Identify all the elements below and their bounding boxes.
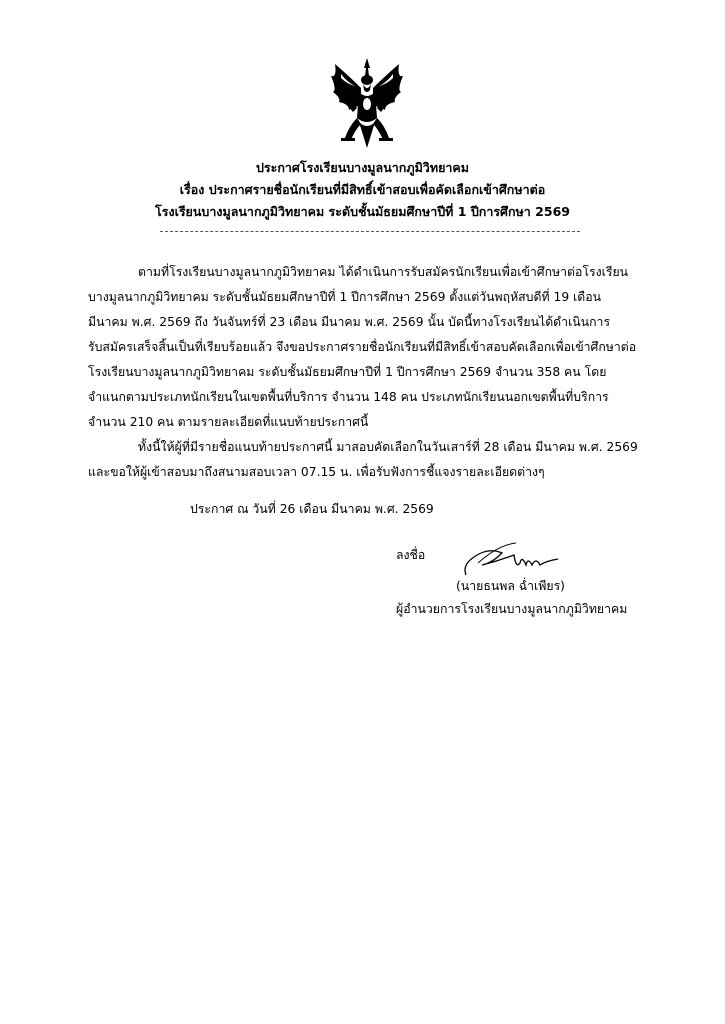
body-line: ตามที่โรงเรียนบางมูลนากภูมิวิทยาคม ได้ดำเนินการรับสมัครนักเรียนเพื่อเข้าศึกษาต่อโรงเรียน (138, 265, 629, 279)
signer-name: (นายธนพล ฉ่ำเพียร) (456, 579, 565, 593)
sign-label: ลงชื่อ (396, 548, 426, 562)
announcement-date: ประกาศ ณ วันที่ 26 เดือน มีนาคม พ.ศ. 2569 (190, 502, 434, 516)
body-line: จำนวน 210 คน ตามรายละเอียดที่แนบท้ายประกาศนี้ (88, 415, 369, 429)
body-line: มีนาคม พ.ศ. 2569 ถึง วันจันทร์ที่ 23 เดือน มีนาคม พ.ศ. 2569 นั้น บัดนี้ทางโรงเรียนได้ดำเนินการ (88, 315, 611, 329)
dashed-divider (160, 231, 580, 232)
body-line: ทั้งนี้ให้ผู้ที่มีรายชื่อแนบท้ายประกาศนี้ มาสอบคัดเลือกในวันเสาร์ที่ 28 เดือน มีนาคม พ.ศ. 2569 (138, 440, 638, 454)
announcement-subject: เรื่อง ประกาศรายชื่อนักเรียนที่มีสิทธิ์เข้าสอบเพื่อคัดเลือกเข้าศึกษาต่อ (179, 182, 546, 197)
body-line: และขอให้ผู้เข้าสอบมาถึงสนามสอบเวลา 07.15 น. เพื่อรับฟังการชี้แจงรายละเอียดต่างๆ (88, 465, 545, 479)
garuda-emblem-icon (327, 56, 407, 152)
announcement-title: ประกาศโรงเรียนบางมูลนากภูมิวิทยาคม (255, 160, 470, 175)
announcement-level: โรงเรียนบางมูลนากภูมิวิทยาคม ระดับชั้นมัธยมศึกษาปีที่ 1 ปีการศึกษา 2569 (155, 204, 570, 219)
body-line: รับสมัครเสร็จสิ้นเป็นที่เรียบร้อยแล้ว จึงขอประกาศรายชื่อนักเรียนที่มีสิทธิ์เข้าสอบคัดเลือกเพื่อเข้าศึกษาต่อ (88, 340, 637, 354)
body-line: บางมูลนากภูมิวิทยาคม ระดับชั้นมัธยมศึกษาปีที่ 1 ปีการศึกษา 2569 ตั้งแต่วันพฤหัสบดีที่ 19 เดือน (88, 290, 602, 304)
body-line: จำแนกตามประเภทนักเรียนในเขตพื้นที่บริการ จำนวน 148 คน ประเภทนักเรียนนอกเขตพื้นที่บริการ (88, 390, 609, 404)
signer-position: ผู้อำนวยการโรงเรียนบางมูลนากภูมิวิทยาคม (396, 602, 628, 616)
handwritten-signature (458, 535, 568, 580)
body-line: โรงเรียนบางมูลนากภูมิวิทยาคม ระดับชั้นมัธยมศึกษาปีที่ 1 ปีการศึกษา 2569 จำนวน 358 คน โดย (88, 365, 607, 379)
